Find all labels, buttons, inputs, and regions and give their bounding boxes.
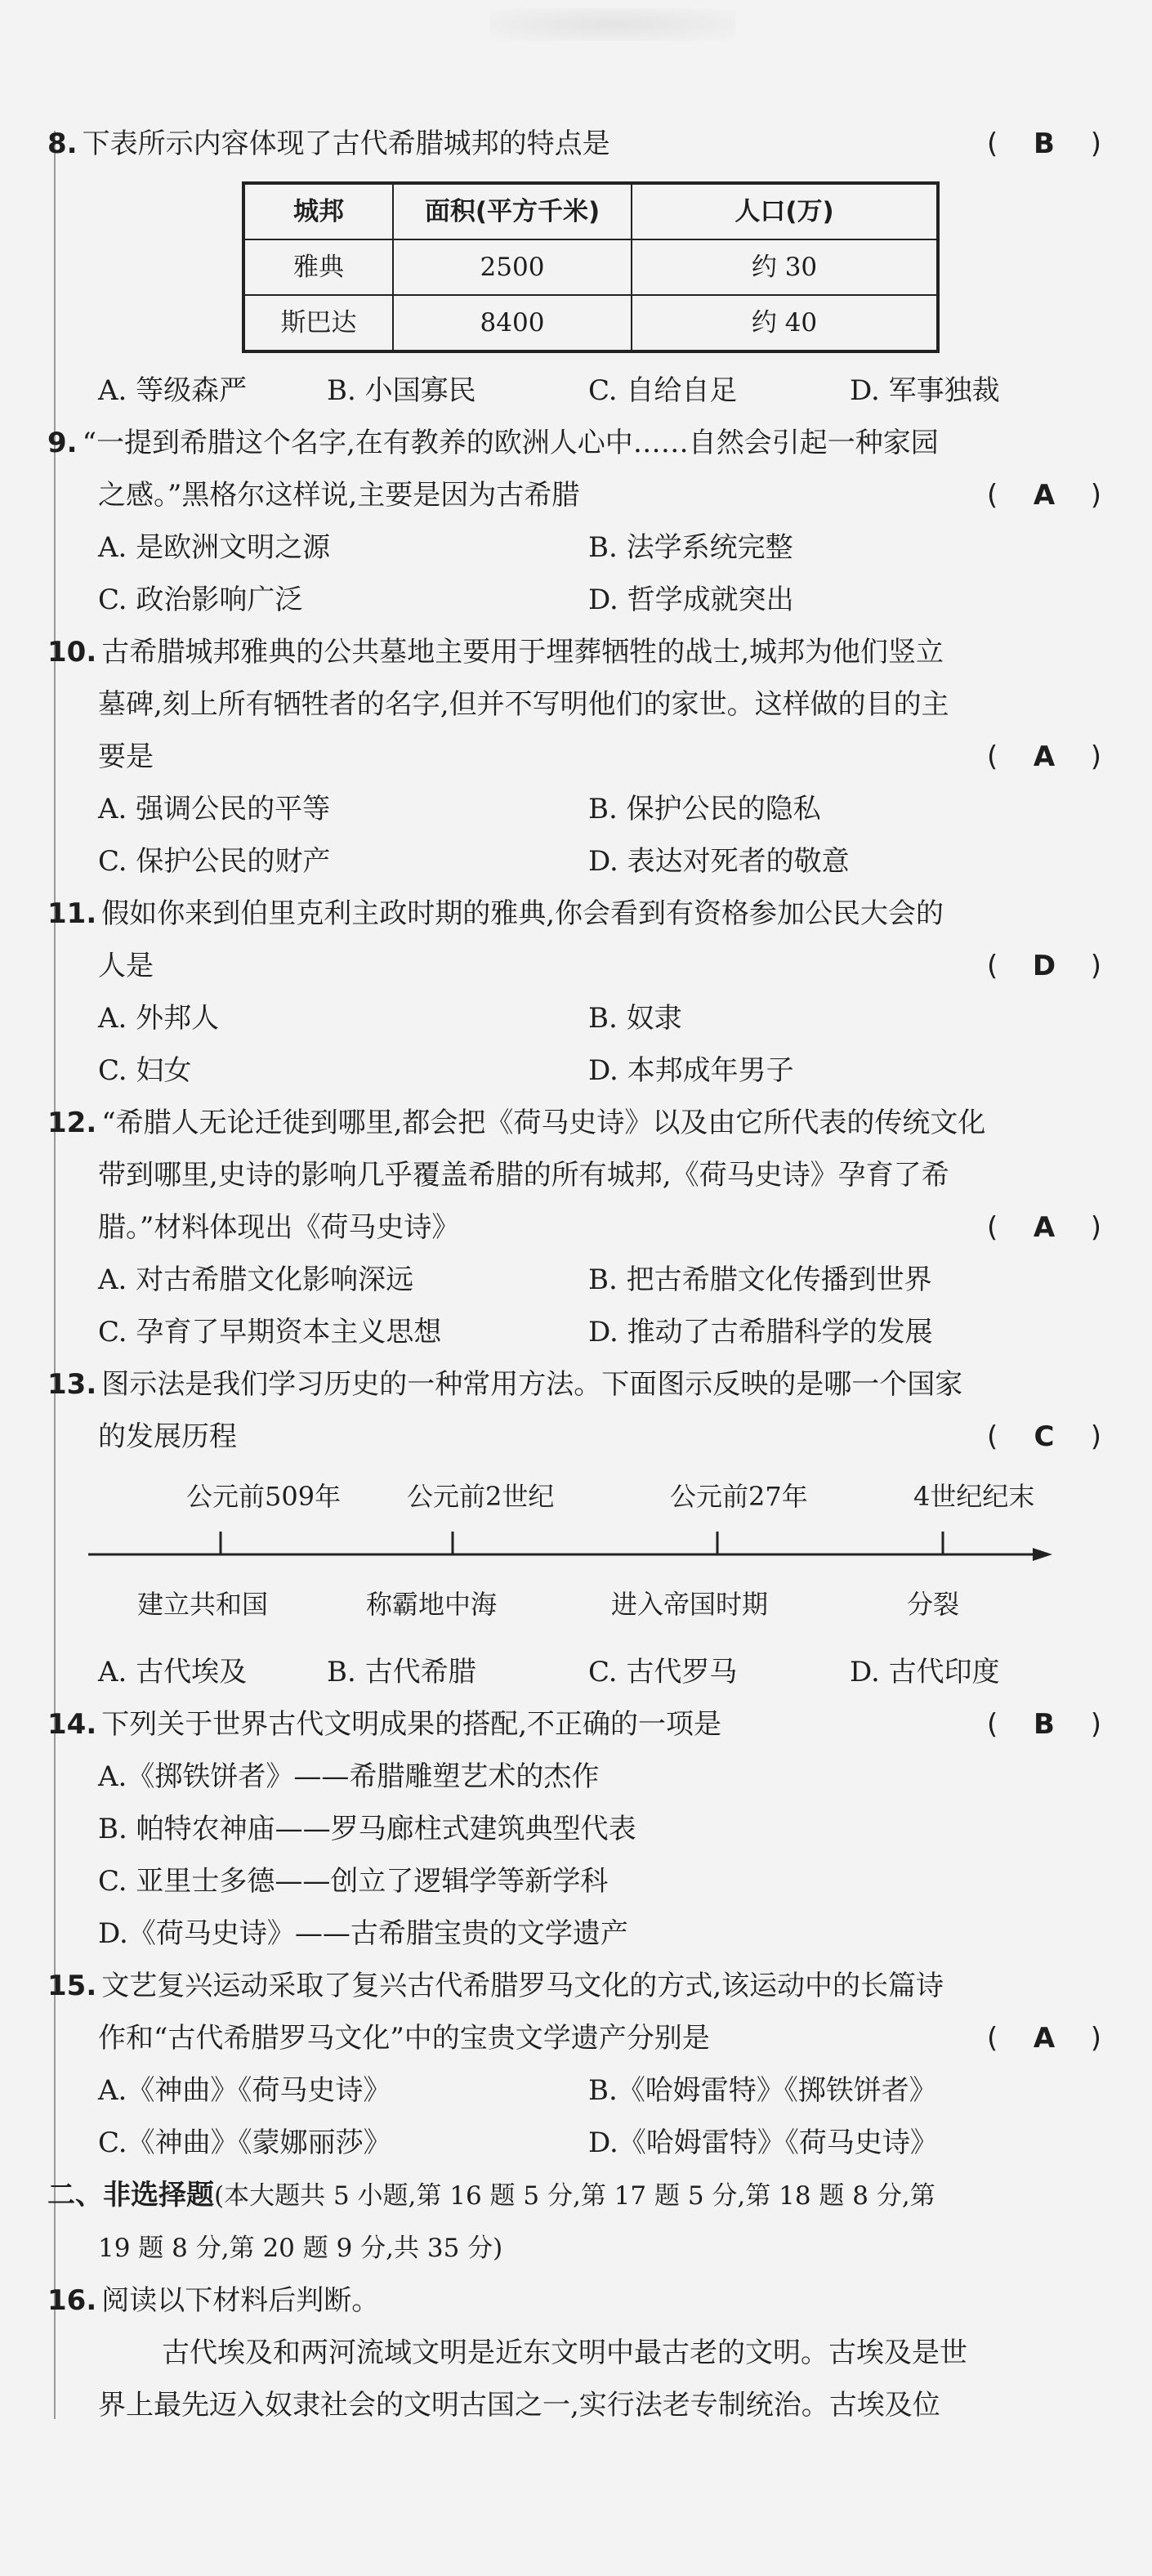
q16-number: 16.	[47, 2284, 97, 2317]
q14-option-c: C. 亚里士多德——创立了逻辑学等新学科	[98, 1865, 609, 1898]
option-c: C. 政治影响广泛	[98, 584, 303, 616]
option-a: A. 等级森严	[98, 374, 248, 407]
q8-table	[242, 181, 940, 353]
q8-options	[47, 364, 1101, 417]
timeline-top-label: 公元前2世纪	[407, 1481, 555, 1512]
timeline-arrow-icon	[1033, 1548, 1052, 1561]
option-b: B. 奴隶	[588, 1002, 682, 1035]
q8-stem-line	[47, 118, 1101, 170]
q12-stem: “希腊人无论迁徙到哪里,都会把《荷马史诗》以及由它所代表的传统文化	[101, 1107, 986, 1139]
q13-timeline	[98, 1463, 1101, 1646]
table-header: 面积(平方千米)	[393, 183, 632, 239]
q12-stem-line-2	[47, 1149, 1101, 1201]
q14-option-d: D.《荷马史诗》——古希腊宝贵的文学遗产	[98, 1917, 628, 1950]
option-d: D. 军事独裁	[850, 374, 1000, 407]
option-c: C. 妇女	[98, 1054, 192, 1087]
option-d: D. 推动了古希腊科学的发展	[588, 1316, 933, 1348]
q9-options	[47, 521, 1101, 626]
q10-stem: 古希腊城邦雅典的公共墓地主要用于埋葬牺牲的战士,城邦为他们竖立	[101, 636, 944, 669]
q10-answer: ( A )	[987, 731, 1101, 783]
q12-answer-letter: A	[1033, 1211, 1056, 1244]
option-b: B. 把古希腊文化传播到世界	[588, 1263, 932, 1296]
q15-stem-line-2	[47, 2012, 1101, 2064]
q15-stem-line-1	[47, 1960, 1101, 2012]
q14-option-b: B. 帕特农神庙——罗马廊柱式建筑典型代表	[98, 1813, 636, 1845]
q16-stem: 阅读以下材料后判断。	[101, 2284, 380, 2317]
q12-options	[47, 1254, 1101, 1358]
q11-number: 11.	[47, 897, 97, 930]
table-cell: 雅典	[243, 239, 393, 295]
q13-answer: ( C )	[987, 1411, 1101, 1463]
q9-stem: “一提到希腊这个名字,在有教养的欧洲人心中……自然会引起一种家园	[82, 427, 939, 459]
table-cell: 8400	[393, 295, 632, 351]
q10-answer-letter: A	[1033, 740, 1056, 773]
q14-option-a: A.《掷铁饼者》——希腊雕塑艺术的杰作	[98, 1760, 600, 1793]
q10-options	[47, 783, 1101, 888]
q15-options	[47, 2064, 1101, 2169]
q10-stem-line-1	[47, 626, 1101, 678]
q14-answer-letter: B	[1034, 1708, 1055, 1741]
q10-number: 10.	[47, 636, 97, 669]
q13-stem-line-1	[47, 1358, 1101, 1411]
q14-stem-line	[47, 1698, 1101, 1751]
q10-stem: 墓碑,刻上所有牺牲者的名字,但并不写明他们的家世。这样做的目的主	[98, 688, 949, 721]
q9-answer: ( A )	[987, 469, 1101, 521]
q16-stem-line	[47, 2274, 1101, 2327]
q15-stem: 文艺复兴运动采取了复兴古代希腊罗马文化的方式,该运动中的长篇诗	[101, 1970, 944, 2002]
table-cell: 2500	[393, 239, 632, 295]
timeline-top-label: 公元前27年	[670, 1481, 808, 1512]
section2-note-line-2: 19 题 8 分,第 20 题 9 分,共 35 分)	[98, 2234, 503, 2263]
timeline-bottom-label: 进入帝国时期	[611, 1589, 769, 1620]
q15-answer-letter: A	[1033, 2022, 1056, 2055]
q12-stem: 带到哪里,史诗的影响几乎覆盖希腊的所有城邦,《荷马史诗》孕育了希	[98, 1159, 949, 1192]
section2-heading-line	[47, 2169, 1101, 2222]
option-b: B. 古代希腊	[327, 1656, 476, 1688]
table-header-row	[243, 183, 938, 239]
option-c: C. 自给自足	[588, 374, 738, 407]
q15-number: 15.	[47, 1970, 97, 2002]
q13-stem: 的发展历程	[98, 1420, 237, 1453]
table-row	[243, 295, 938, 351]
q14-number: 14.	[47, 1708, 97, 1741]
option-d: D. 本邦成年男子	[588, 1054, 794, 1087]
q12-stem-line-1	[47, 1097, 1101, 1149]
table-cell: 斯巴达	[243, 295, 393, 351]
q12-stem-line-3	[47, 1201, 1101, 1254]
timeline-top-label: 4世纪纪末	[913, 1481, 1035, 1512]
q10-stem-line-3	[47, 731, 1101, 783]
q16-paragraph-line-2: 界上最先迈入奴隶社会的文明古国之一,实行法老专制统治。古埃及位	[98, 2389, 940, 2422]
option-b: B. 保护公民的隐私	[588, 793, 821, 825]
q13-answer-letter: C	[1034, 1420, 1055, 1453]
q9-stem-line-1	[47, 417, 1101, 469]
q12-stem: 腊。”材料体现出《荷马史诗》	[98, 1211, 460, 1244]
option-c: C. 孕育了早期资本主义思想	[98, 1316, 442, 1348]
q11-answer-letter: D	[1032, 950, 1056, 982]
option-c: C. 保护公民的财产	[98, 845, 331, 878]
q13-stem: 图示法是我们学习历史的一种常用方法。下面图示反映的是哪一个国家	[101, 1368, 963, 1401]
q9-number: 9.	[47, 427, 78, 459]
section2-note: (本大题共 5 小题,第 16 题 5 分,第 17 题 5 分,第 18 题 8 分,第	[214, 2181, 935, 2211]
q13-options	[47, 1646, 1101, 1698]
option-a: A. 外邦人	[98, 1002, 220, 1035]
timeline-diagram	[88, 1463, 1101, 1646]
option-d: D. 表达对死者的敬意	[588, 845, 850, 878]
q10-stem-line-2	[47, 678, 1101, 731]
q10-stem: 要是	[98, 740, 154, 773]
option-b: B. 法学系统完整	[588, 531, 793, 564]
table-cell: 约 30	[632, 239, 938, 295]
q12-number: 12.	[47, 1107, 97, 1139]
q9-stem-line-2	[47, 469, 1101, 521]
option-b: B.《哈姆雷特》《掷铁饼者》	[588, 2074, 937, 2107]
option-c: C. 古代罗马	[588, 1656, 738, 1688]
q8-answer-letter: B	[1034, 127, 1055, 160]
option-a: A. 古代埃及	[98, 1656, 248, 1688]
q8-answer: ( B )	[987, 118, 1101, 170]
option-d: D. 哲学成就突出	[588, 584, 794, 616]
q11-stem: 人是	[98, 950, 154, 982]
q12-answer: ( A )	[987, 1201, 1101, 1254]
q11-options	[47, 992, 1101, 1097]
timeline-bottom-label: 分裂	[907, 1589, 960, 1620]
q14-stem: 下列关于世界古代文明成果的搭配,不正确的一项是	[101, 1708, 722, 1741]
question-content	[47, 118, 1101, 2431]
option-b: B. 小国寡民	[327, 374, 476, 407]
q14-answer: ( B )	[987, 1698, 1101, 1751]
q11-stem-line-1	[47, 888, 1101, 940]
timeline-bottom-label: 称霸地中海	[366, 1589, 498, 1620]
option-a: A.《神曲》《荷马史诗》	[98, 2074, 391, 2107]
section2-title: 二、非选择题	[47, 2179, 214, 2212]
option-a: A. 对古希腊文化影响深远	[98, 1263, 414, 1296]
q13-stem-line-2	[47, 1411, 1101, 1463]
table-header: 城邦	[243, 183, 393, 239]
table-cell: 约 40	[632, 295, 938, 351]
timeline-bottom-label: 建立共和国	[137, 1589, 269, 1620]
option-a: A. 是欧洲文明之源	[98, 531, 331, 564]
table-row	[243, 239, 938, 295]
q9-stem: 之感。”黑格尔这样说,主要是因为古希腊	[98, 479, 580, 512]
q11-stem-line-2	[47, 940, 1101, 992]
option-c: C.《神曲》《蒙娜丽莎》	[98, 2127, 391, 2159]
scan-smudge	[490, 8, 735, 41]
q13-number: 13.	[47, 1368, 97, 1401]
table-header: 人口(万)	[632, 183, 938, 239]
q15-stem: 作和“古代希腊罗马文化”中的宝贵文学遗产分别是	[98, 2022, 710, 2055]
q15-answer: ( A )	[987, 2012, 1101, 2064]
q11-answer: ( D )	[987, 940, 1101, 992]
q11-stem: 假如你来到伯里克利主政时期的雅典,你会看到有资格参加公民大会的	[101, 897, 944, 930]
q8-number: 8.	[47, 127, 78, 160]
q16-paragraph-line-1: 古代埃及和两河流域文明是近东文明中最古老的文明。古埃及是世	[162, 2337, 967, 2369]
q8-stem: 下表所示内容体现了古代希腊城邦的特点是	[82, 127, 610, 160]
option-d: D. 古代印度	[850, 1656, 1000, 1688]
timeline-top-label: 公元前509年	[186, 1481, 342, 1512]
option-a: A. 强调公民的平等	[98, 793, 331, 825]
q9-answer-letter: A	[1033, 479, 1056, 512]
option-d: D.《哈姆雷特》《荷马史诗》	[588, 2127, 938, 2159]
